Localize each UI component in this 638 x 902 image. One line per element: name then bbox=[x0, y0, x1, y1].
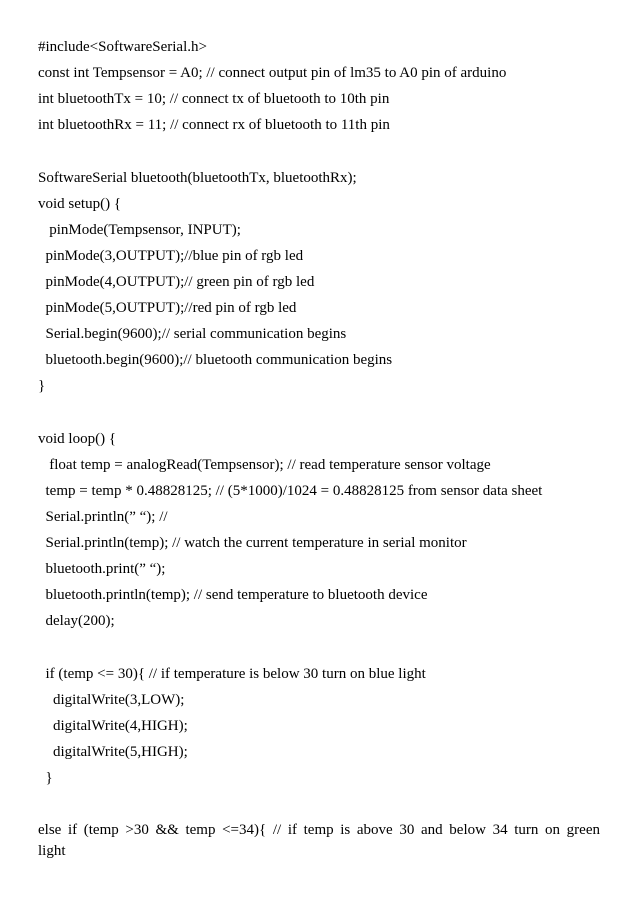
code-line-serial-println-space: Serial.println(” “); // bbox=[38, 509, 168, 525]
code-line-temp-conversion: temp = temp * 0.48828125; // (5*1000)/1024 = 0.48828125 from sensor data sheet bbox=[38, 483, 543, 499]
code-line-pinmode-4: pinMode(4,OUTPUT);// green pin of rgb led bbox=[38, 274, 315, 290]
code-line-if-close: } bbox=[38, 770, 53, 786]
code-line-bluetooth-println: bluetooth.println(temp); // send temperature to bluetooth device bbox=[38, 587, 428, 603]
code-line-serial-begin: Serial.begin(9600);// serial communication begins bbox=[38, 326, 347, 342]
code-line-digitalwrite-3: digitalWrite(3,LOW); bbox=[38, 692, 185, 708]
code-line-softwareserial: SoftwareSerial bluetooth(bluetoothTx, bluetoothRx); bbox=[38, 170, 357, 186]
code-line-if-temp: if (temp <= 30){ // if temperature is below 30 turn on blue light bbox=[38, 666, 426, 682]
code-line-bluetooth-tx: int bluetoothTx = 10; // connect tx of bluetooth to 10th pin bbox=[38, 91, 390, 107]
code-line-pinmode-tempsensor: pinMode(Tempsensor, INPUT); bbox=[38, 222, 241, 238]
code-line-digitalwrite-4: digitalWrite(4,HIGH); bbox=[38, 718, 188, 734]
code-line-loop-open: void loop() { bbox=[38, 431, 117, 447]
code-line-else-if: else if (temp >30 && temp <=34){ // if temp is above 30 and below 34 turn on green bbox=[38, 822, 600, 838]
code-line-serial-println-temp: Serial.println(temp); // watch the current temperature in serial monitor bbox=[38, 535, 467, 551]
code-line-bluetooth-rx: int bluetoothRx = 11; // connect rx of bluetooth to 11th pin bbox=[38, 117, 390, 133]
code-line-setup-open: void setup() { bbox=[38, 196, 122, 212]
code-line-delay: delay(200); bbox=[38, 613, 115, 629]
code-line-include: #include<SoftwareSerial.h> bbox=[38, 39, 207, 55]
code-line-light: light bbox=[38, 843, 66, 859]
code-line-setup-close: } bbox=[38, 378, 46, 394]
code-line-tempsensor-const: const int Tempsensor = A0; // connect output pin of lm35 to A0 pin of arduino bbox=[38, 65, 507, 81]
code-line-pinmode-3: pinMode(3,OUTPUT);//blue pin of rgb led bbox=[38, 248, 304, 264]
code-line-bluetooth-print: bluetooth.print(” “); bbox=[38, 561, 166, 577]
code-line-bluetooth-begin: bluetooth.begin(9600);// bluetooth communication begins bbox=[38, 352, 393, 368]
code-line-analogread: float temp = analogRead(Tempsensor); // read temperature sensor voltage bbox=[38, 457, 491, 473]
code-line-digitalwrite-5: digitalWrite(5,HIGH); bbox=[38, 744, 188, 760]
code-line-pinmode-5: pinMode(5,OUTPUT);//red pin of rgb led bbox=[38, 300, 297, 316]
